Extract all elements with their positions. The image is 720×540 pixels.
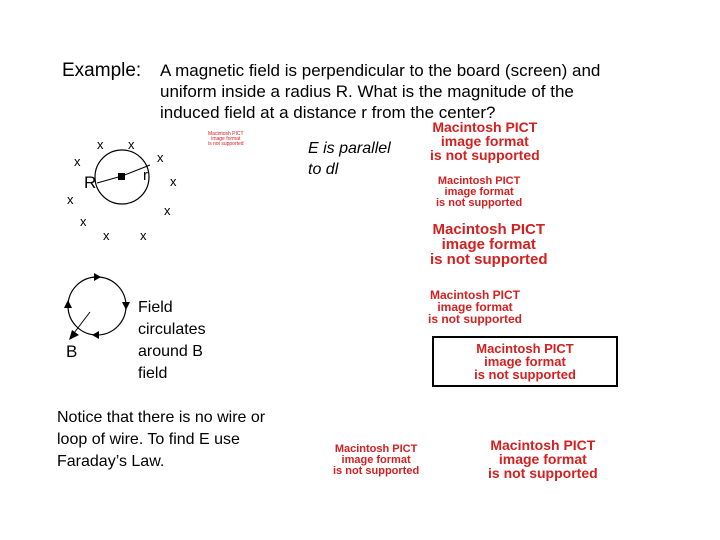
question-line: uniform inside a radius R. What is the magnitude of the — [160, 82, 574, 101]
pict-line: is not supported — [436, 197, 523, 209]
field-x-marker: x — [170, 174, 177, 189]
note-line: field — [138, 365, 168, 382]
pict-placeholder — [333, 444, 419, 477]
pict-line: is not supported — [333, 465, 420, 477]
field-x-marker: x — [80, 214, 87, 229]
example-label: Example: — [62, 60, 142, 81]
arrow-head-icon — [122, 302, 130, 310]
note-line: E is parallel — [308, 140, 391, 157]
field-x-marker: x — [140, 228, 147, 243]
pict-line: image format — [498, 451, 587, 467]
circulation-loop — [68, 277, 126, 335]
b-field-label: B — [66, 342, 78, 361]
field-circulates-note — [138, 297, 206, 385]
field-x-marker: x — [103, 228, 110, 243]
pict-line: Macintosh PICT — [432, 119, 538, 135]
pict-line: is not supported — [430, 147, 540, 163]
pict-line: Macintosh PICT — [208, 131, 244, 137]
pict-line: Macintosh PICT — [490, 437, 596, 453]
field-x-marker: x — [128, 137, 135, 152]
pict-line: is not supported — [488, 465, 598, 481]
field-x-marker: x — [67, 192, 74, 207]
pict-line: is not supported — [428, 312, 522, 326]
pict-line: image format — [484, 354, 566, 369]
pict-line: Macintosh PICT — [437, 175, 521, 187]
arrow-head-icon — [92, 331, 99, 339]
pict-placeholder — [488, 438, 598, 480]
pict-placeholder — [432, 336, 618, 387]
question-line: A magnetic field is perpendicular to the board (screen) and — [160, 61, 601, 80]
arrow-head-icon — [94, 273, 101, 281]
pict-line: image format — [440, 133, 529, 149]
e-parallel-note — [308, 138, 391, 180]
pict-line: Macintosh PICT — [432, 221, 545, 238]
question-line: induced field at a distance r from the center? — [160, 103, 496, 122]
b-arrow-icon — [69, 330, 79, 340]
note-line: Field — [138, 299, 173, 316]
pict-line: Macintosh PICT — [334, 443, 418, 455]
pict-placeholder — [430, 120, 540, 162]
pict-line: is not supported — [474, 367, 576, 382]
note-line: to dl — [308, 161, 339, 178]
pict-placeholder — [436, 176, 522, 209]
field-x-marker: x — [164, 203, 171, 218]
pict-line: is not supported — [430, 251, 548, 268]
arrow-head-icon — [64, 300, 72, 308]
pict-line: image format — [341, 454, 411, 466]
pict-line: is not supported — [208, 141, 244, 147]
b-field-line — [74, 312, 90, 333]
pict-placeholder — [428, 289, 522, 325]
pict-line: image format — [441, 236, 536, 253]
note-line: around B — [138, 343, 203, 360]
radius-R-label: R — [84, 173, 97, 192]
field-x-marker: x — [74, 154, 81, 169]
pict-line: Macintosh PICT — [476, 341, 574, 356]
radius-r-label: r — [143, 167, 148, 184]
pict-placeholder — [208, 132, 244, 147]
pict-placeholder — [430, 222, 548, 267]
pict-line: image format — [437, 300, 513, 314]
field-x-marker: x — [157, 150, 164, 165]
pict-line: image format — [211, 136, 241, 142]
pict-line: Macintosh PICT — [429, 288, 520, 302]
field-x-marker: x — [97, 137, 104, 152]
notice-text: Notice that there is no wire or loop of wire. To find E use Faraday’s Law. — [57, 409, 266, 470]
note-line: circulates — [138, 321, 206, 338]
pict-line: image format — [444, 186, 514, 198]
